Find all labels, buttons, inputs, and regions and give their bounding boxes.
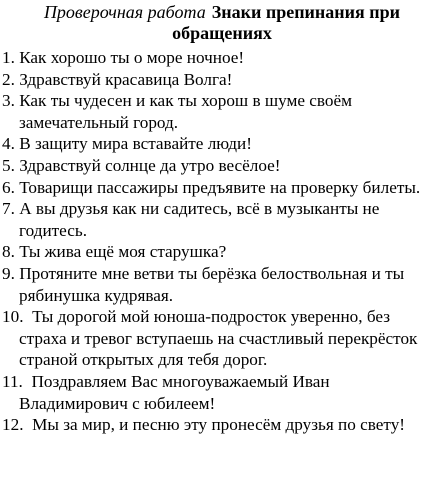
sentence-text: Мы за мир, и песню эту пронесём друзья по свету! [32,415,406,435]
sentence-item-4 [0,133,444,155]
sentence-number: 4. [2,134,15,154]
sentence-text: Как хорошо ты о море ночное! [19,48,245,67]
sentence-text: Товарищи пассажиры предъявите на проверку билеты. [19,177,421,197]
sentence-item-3 [0,90,444,133]
sentence-number: 6. [2,177,15,197]
sentence-text: Здравствуй красавица Волга! [19,69,233,89]
sentence-list [0,47,444,436]
sentence-item-6 [0,177,444,199]
sentence-text: А вы друзья как ни садитесь, всё в музыканты не годитесь. [19,199,380,240]
title-subject-line1: Знаки препинания при [211,2,401,22]
sentence-text: Здравствуй солнце да утро весёлое! [19,155,281,175]
sentence-number: 8. [2,242,15,262]
sentence-item-2 [0,69,444,91]
sentence-number: 1. [2,48,15,67]
sentence-item-7 [0,198,444,241]
sentence-number: 5. [2,155,15,175]
sentence-number: 12. [2,415,24,435]
sentence-item-5 [0,155,444,177]
sentence-number: 3. [2,91,15,111]
sentence-text: Ты жива ещё моя старушка? [19,242,227,262]
sentence-number: 9. [2,263,15,283]
sentence-text: Протяните мне ветви ты берёзка белоствольная и ты рябинушка кудрявая. [19,263,405,305]
sentence-text: Как ты чудесен и как ты хорош в шуме своём замечательный город. [19,91,352,132]
worksheet-title [0,2,444,44]
sentence-item-1 [0,47,444,69]
sentence-text: В защиту мира вставайте люди! [19,134,252,154]
sentence-number: 10. [2,307,24,327]
sentence-text: Поздравляем Вас многоуважаемый Иван Владимирович с юбилеем! [19,371,330,413]
sentence-number: 11. [2,371,23,391]
sentence-item-11 [0,371,444,414]
sentence-number: 7. [2,199,15,219]
sentence-item-9 [0,263,444,306]
sentence-item-10 [0,306,444,371]
sentence-item-12 [0,414,444,436]
title-prefix: Проверочная работа [43,2,206,22]
title-subject-line2: обращениях [172,23,272,43]
sentence-number: 2. [2,69,15,89]
sentence-text: Ты дорогой мой юноша-подросток уверенно, без страха и тревог вступаешь на счастливый перекрёсток страной открытых для тебя дорог. [19,307,418,370]
sentence-item-8 [0,241,444,263]
